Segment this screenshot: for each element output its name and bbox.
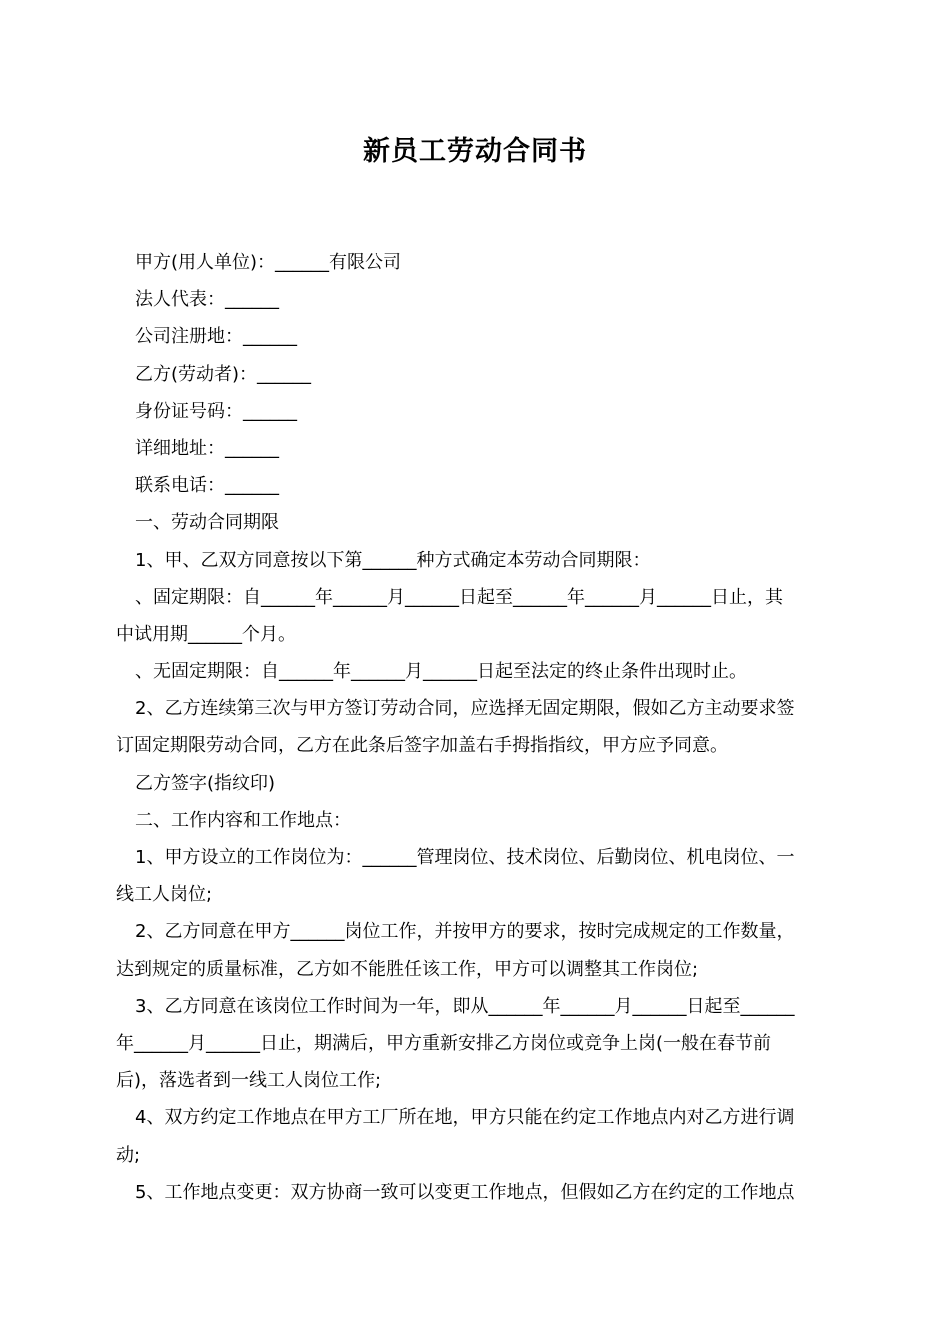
- contract-line: 4、双方约定工作地点在甲方工厂所在地，甲方只能在约定工作地点内对乙方进行调: [135, 1107, 795, 1129]
- contract-line: 线工人岗位;: [116, 884, 213, 906]
- contract-line: 详细地址：______: [135, 437, 279, 459]
- contract-line: 3、乙方同意在该岗位工作时间为一年，即从______年______月______日起至______: [135, 995, 795, 1017]
- contract-line: 动;: [116, 1144, 141, 1166]
- contract-line: 5、工作地点变更：双方协商一致可以变更工作地点，但假如乙方在约定的工作地点: [135, 1181, 795, 1203]
- contract-line: 、无固定期限：自______年______月______日起至法定的终止条件出现时止。: [135, 661, 747, 683]
- contract-line: 公司注册地：______: [135, 326, 297, 348]
- contract-line: 、固定期限：自______年______月______日起至______年______月______日止，其: [135, 586, 783, 608]
- contract-line: 订固定期限劳动合同，乙方在此条后签字加盖右手拇指指纹，甲方应予同意。: [116, 735, 728, 757]
- contract-body: [116, 244, 836, 1211]
- contract-line: 中试用期______个月。: [116, 623, 296, 645]
- contract-line: 二、工作内容和工作地点：: [135, 809, 351, 831]
- document-title: 新员工劳动合同书: [363, 136, 587, 167]
- contract-line: 1、甲方设立的工作岗位为：______管理岗位、技术岗位、后勤岗位、机电岗位、一: [135, 847, 795, 868]
- contract-line: 联系电话：______: [135, 475, 279, 497]
- contract-line: 身份证号码：______: [135, 400, 297, 422]
- contract-line: 年______月______日止，期满后，甲方重新安排乙方岗位或竞争上岗(一般在春节前: [116, 1032, 772, 1054]
- contract-line: 后)，落选者到一线工人岗位工作;: [116, 1070, 382, 1092]
- contract-line: 甲方(用人单位)：______有限公司: [135, 252, 402, 273]
- contract-line: 达到规定的质量标准，乙方如不能胜任该工作，甲方可以调整其工作岗位;: [116, 958, 699, 980]
- contract-line: 乙方(劳动者)：______: [135, 363, 312, 385]
- contract-line: 1、甲、乙双方同意按以下第______种方式确定本劳动合同期限：: [135, 549, 651, 571]
- contract-line: 2、乙方连续第三次与甲方签订劳动合同，应选择无固定期限，假如乙方主动要求签: [135, 698, 795, 720]
- contract-line: 一、劳动合同期限: [135, 512, 279, 534]
- contract-line: 2、乙方同意在甲方______岗位工作，并按甲方的要求，按时完成规定的工作数量，: [135, 921, 795, 943]
- contract-line: 乙方签字(指纹印): [135, 772, 276, 794]
- contract-line: 法人代表：______: [135, 289, 279, 311]
